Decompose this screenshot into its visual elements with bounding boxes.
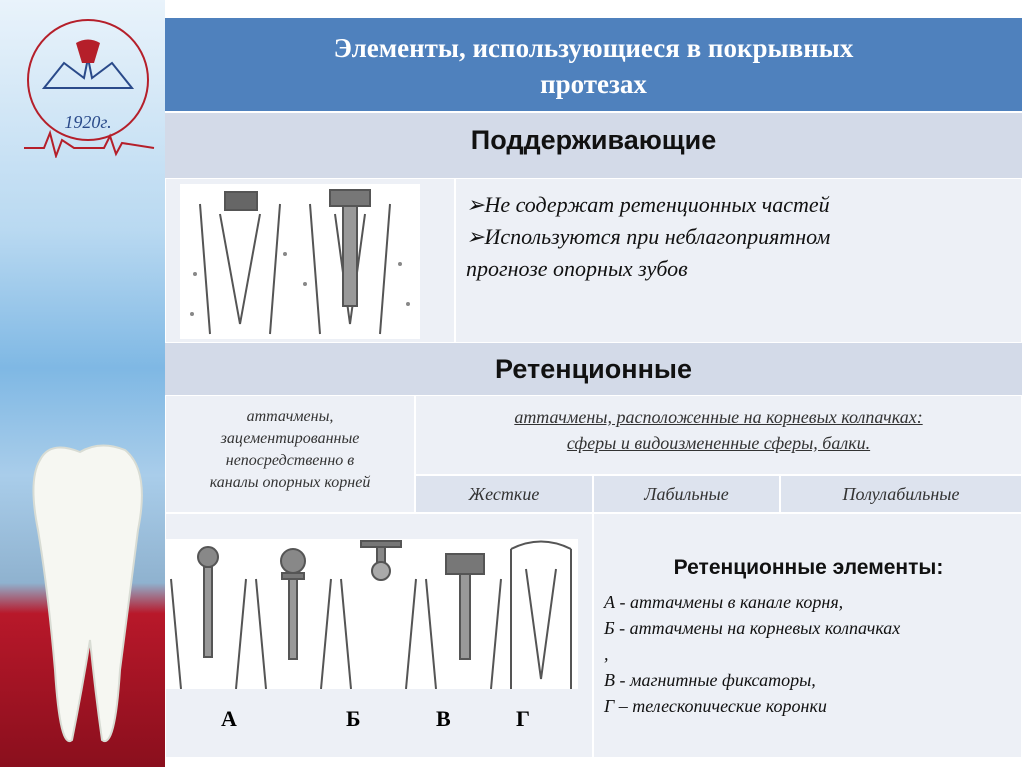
legend-list <box>604 589 900 719</box>
left-decorative-strip <box>0 0 165 767</box>
slide-title <box>165 18 1022 111</box>
root-cap-attachments-cell <box>415 395 1022 475</box>
supporting-heading: Поддерживающие <box>470 125 717 155</box>
type-labile: Лабильные <box>593 475 780 513</box>
retention-heading: Ретенционные <box>495 354 692 384</box>
logo-year: 1920г. <box>64 112 112 132</box>
type-semilabile: Полулабильные <box>780 475 1022 513</box>
bullet-item: ➢Не содержат ретенционных частей <box>466 192 830 217</box>
supporting-teeth-illustration <box>180 184 420 339</box>
retention-figures-cell <box>165 513 593 758</box>
figure-label-g: Г <box>516 706 530 731</box>
legend-item: , <box>604 644 609 664</box>
figure-label-b: Б <box>346 706 361 731</box>
supporting-image-cell <box>165 178 455 343</box>
legend-item: Б - аттачмены на корневых колпачках <box>604 618 901 638</box>
retention-teeth-illustration <box>166 539 578 689</box>
bullet-continuation: прогнозе опорных зубов <box>466 256 688 281</box>
title-line-1: Элементы, использующиеся в покрывных <box>333 33 854 63</box>
intracanal-attachments-text: аттачмены, зацементированные непосредственно в каналы опорных корней <box>209 408 371 491</box>
tooth-illustration <box>20 440 155 760</box>
intracanal-attachments-cell <box>165 395 415 513</box>
bullet-item: ➢Используются при неблагоприятном <box>466 224 831 249</box>
content-table <box>165 18 1022 758</box>
supporting-text-cell <box>455 178 1022 343</box>
legend-item: В - магнитные фиксаторы, <box>604 670 816 690</box>
root-cap-attachments-text: аттачмены, расположенные на корневых колпачках: сферы и видоизмененные сферы, балки. <box>514 407 923 453</box>
legend-heading: Ретенционные элементы: <box>673 556 944 579</box>
section-supporting <box>165 113 1022 178</box>
university-logo <box>14 8 162 158</box>
section-retention <box>165 343 1022 395</box>
legend-cell <box>593 513 1022 758</box>
figure-label-a: А <box>221 706 237 731</box>
type-rigid: Жесткие <box>415 475 593 513</box>
legend-item: А - аттачмены в канале корня, <box>604 592 844 612</box>
title-line-2: протезах <box>540 69 647 99</box>
figure-label-v: В <box>436 706 451 731</box>
supporting-bullets <box>466 189 830 285</box>
legend-item: Г – телескопические коронки <box>604 696 827 716</box>
